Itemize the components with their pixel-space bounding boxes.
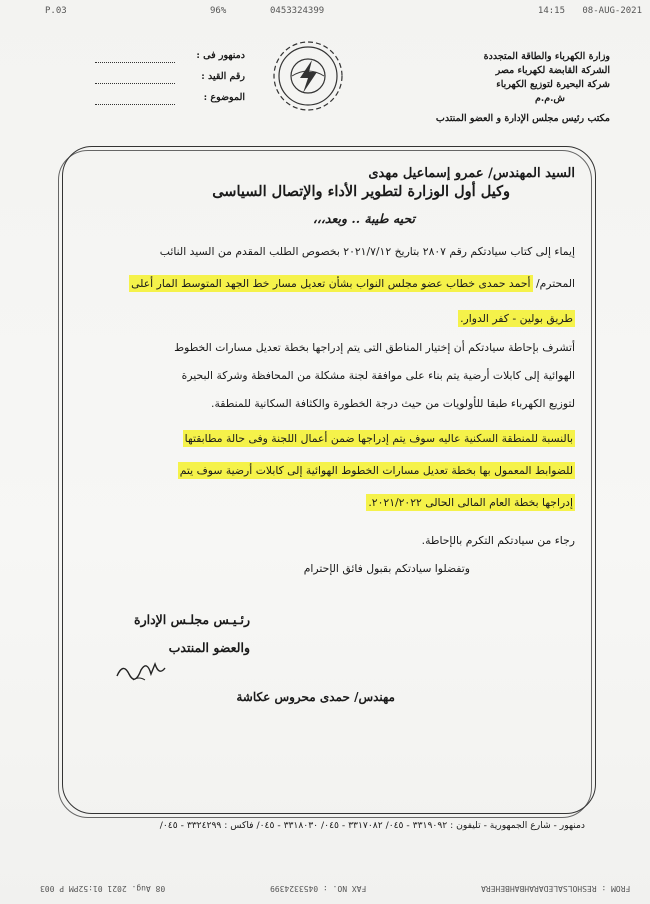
highlighted-text: طريق بولين - كفر الدوار. — [460, 312, 573, 325]
meta-row — [95, 50, 245, 71]
addressee: السيد المهندس/ عمرو إسماعيل مهدى — [368, 166, 575, 181]
meta-blank-line — [95, 104, 175, 105]
organization-header — [400, 50, 610, 126]
fax-from: FROM : RESHOLSALEDARAHBAHBEHERA — [480, 884, 630, 893]
paragraph-line — [178, 464, 575, 477]
meta-fields — [95, 50, 245, 113]
paragraph-line: الهوائية إلى كابلات أرضية يتم بناء على موافقة لجنة مشكلة من المحافظة وشركة البحيرة — [181, 369, 575, 382]
fax-percent: 96% — [210, 6, 227, 16]
paragraph-line — [129, 277, 575, 290]
paragraph-line — [458, 312, 575, 325]
org-line: الشركة القابضة لكهرباء مصر — [495, 65, 610, 76]
addressee-title: وكيل أول الوزارة لتطوير الأداء والإتصال السياسى — [212, 183, 510, 200]
signature-title: رئـيـس مجلـس الإدارة — [134, 612, 250, 627]
signature-name: مهندس/ حمدى محروس عكاشة — [236, 690, 395, 704]
paragraph-line — [160, 245, 575, 258]
highlighted-text: للضوابط المعمول بها بخطة تعديل مسارات الخطوط الهوائية إلى كابلات أرضية سوف يتم — [179, 464, 573, 477]
closing-line: رجاء من سيادتكم التكرم بالإحاطة. — [421, 534, 575, 547]
org-line: وزارة الكهرباء والطاقة المتجددة — [483, 51, 610, 62]
text-span: المحترم/ — [535, 277, 575, 290]
fax-time: 14:15 — [537, 6, 565, 16]
meta-label: دمنهور فى : — [196, 50, 245, 61]
meta-label: رقم القيد : — [201, 71, 245, 82]
highlighted-text: أحمد حمدى خطاب عضو مجلس النواب بشأن تعديل مسار خط الجهد المتوسط المار أعلى — [131, 277, 531, 290]
fax-footer — [0, 884, 650, 898]
fax-number: 0453324399 — [270, 6, 325, 16]
footer-address: دمنهور - شارع الجمهورية - تليفون : ٣٣١٩٠٩٢ - ٠٤٥/ ٣٣١٧٠٨٢ - ٠٤٥/ ٣٣١٨٠٣٠ - ٠٤٥/ فاكس : ٣٣٢٤٢٩٩ - ٠٤٥/ — [159, 820, 585, 831]
meta-row — [95, 92, 245, 113]
org-line: ش.م.م — [535, 93, 565, 104]
fax-header — [0, 6, 650, 20]
text-span: إيماء إلى كتاب سيادتكم رقم ٢٨٠٧ بتاريخ ٢٠٢١/٧/١٢ بخصوص الطلب المقدم من السيد النائب — [159, 245, 575, 258]
meta-blank-line — [95, 62, 175, 63]
greeting: تحيه طيبة .. وبعد،،، — [312, 211, 415, 226]
org-line: مكتب رئيس مجلس الإدارة و العضو المنتدب — [435, 113, 610, 124]
paragraph-line — [366, 496, 575, 509]
org-line: شركة البحيرة لتوزيع الكهرباء — [496, 79, 610, 90]
handwritten-signature-icon — [115, 656, 167, 684]
highlighted-text: إدراجها بخطة العام المالى الحالى ٢٠٢١/٢٠٢٢. — [368, 496, 573, 509]
meta-blank-line — [95, 83, 175, 84]
signature-title: والعضو المنتدب — [168, 640, 250, 655]
company-logo-icon — [270, 38, 346, 114]
fax-page: P.03 — [45, 6, 67, 16]
paragraph-line: أتشرف بإحاطة سيادتكم أن إختيار المناطق التى يتم إدراجها بخطة تعديل مسارات الخطوط — [174, 341, 575, 354]
paragraph-line — [183, 432, 575, 445]
meta-row — [95, 71, 245, 92]
fax-number: FAX NO. : 0453324399 — [270, 884, 367, 893]
fax-date: 08-AUG-2021 — [582, 6, 642, 16]
highlighted-text: بالنسبة للمنطقة السكنية عاليه سوف يتم إدراجها ضمن أعمال اللجنة وفى حالة مطابقتها — [184, 432, 573, 445]
closing-line: وتفضلوا سيادتكم بقبول فائق الإحترام — [303, 562, 470, 575]
fax-datetime: 08 Aug. 2021 01:52PM P 003 — [40, 884, 166, 893]
paragraph-line: لتوزيع الكهرباء طبقا للأولويات من حيث درجة الخطورة والكثافة السكانية للمنطقة. — [211, 397, 575, 410]
meta-label: الموضوع : — [203, 92, 245, 103]
